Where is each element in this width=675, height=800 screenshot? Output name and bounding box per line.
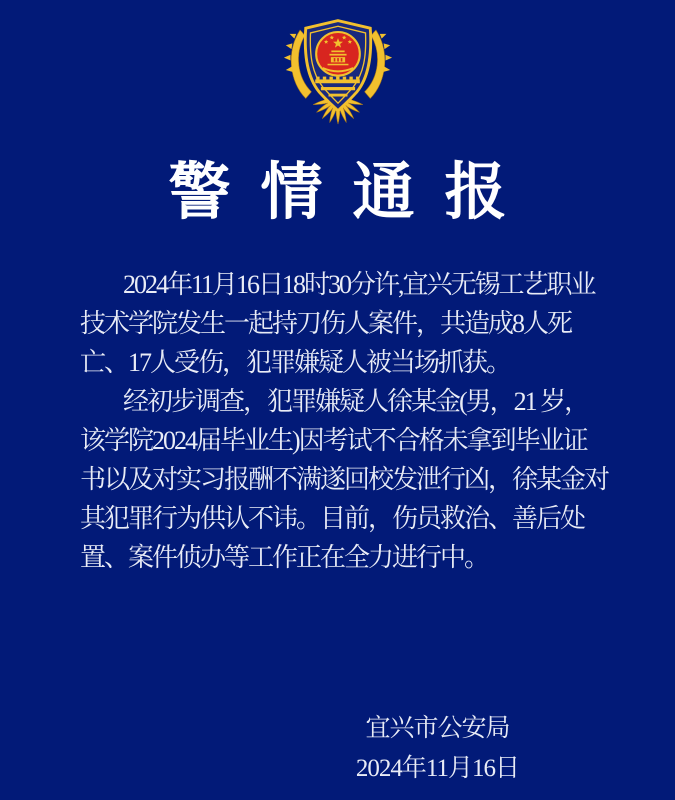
issue-date: 2024年11月16日 — [355, 755, 519, 782]
body-line-8: 置、案件侦办等工作正在全力进行中。 — [80, 543, 489, 572]
police-badge-icon — [281, 13, 395, 125]
body-line-6: 书以及对实习报酬不满遂回校发泄行凶，徐某金对 — [80, 465, 609, 494]
body-line-2: 技术学院发生一起持刀伤人案件，共造成8人死 — [80, 309, 572, 338]
body-line-4: 经初步调查，犯罪嫌疑人徐某金(男，21 岁， — [123, 387, 589, 416]
signature-block — [356, 709, 519, 789]
notice-title: 警情通报 — [168, 159, 537, 227]
police-badge-emblem — [0, 0, 675, 125]
body-line-1: 2024年11月16日18时30分许,宜兴无锡工艺职业 — [123, 270, 595, 299]
body-line-7: 其犯罪行为供认不讳。目前，伤员救治、善后处 — [80, 504, 585, 533]
body-line-3: 亡、17人受伤，犯罪嫌疑人被当场抓获。 — [80, 348, 511, 377]
notice-body — [80, 265, 609, 577]
body-line-5: 该学院2024届毕业生)因考试不合格未拿到毕业证 — [80, 426, 587, 455]
issuing-agency: 宜兴市公安局 — [365, 715, 510, 742]
